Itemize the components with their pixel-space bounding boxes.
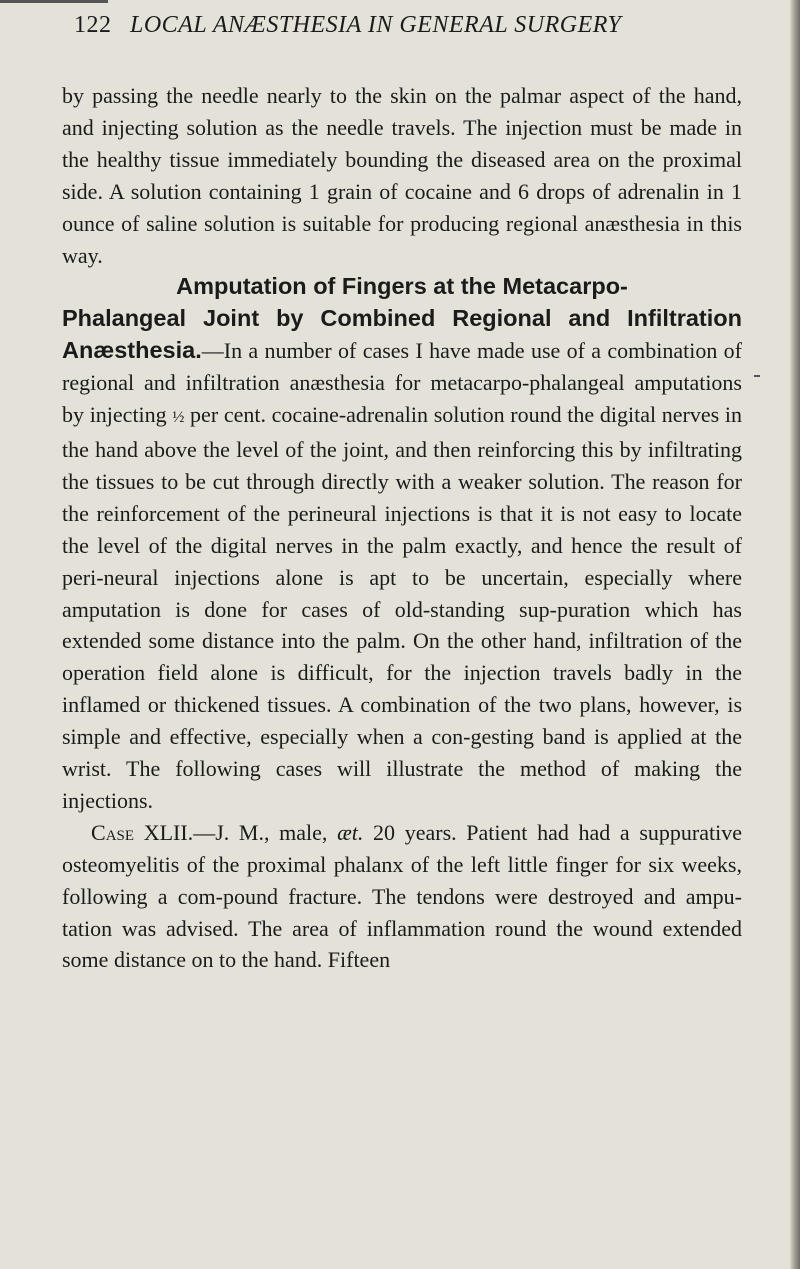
- section-text-2: per cent. cocaine-adrenalin solution round the digital nerves in the hand above the level of the joint, and then reinforcing this by infiltrating the tissues to be cut through directly with a weaker solution. The reason for the reinforcement of the perineural injections is that it is not easy to locate the level of the digital nerves in the palm exactly, and hence the result of peri-neural injections alone is apt to be uncertain, especially where amputation is done for cases of old-standing sup-puration which has extended some distance into the palm. On the other hand, infiltration of the operation field alone is difficult, for the injection travels badly in the inflamed or thickened tissues. A combination of the two plans, however, is simple and effective, especially when a con-gesting band is applied at the wrist. The following cases will illustrate the method of making the injections.: [62, 402, 742, 813]
- margin-mark: [754, 375, 760, 377]
- running-head-title: LOCAL ANÆSTHESIA IN GENERAL SURGERY: [130, 12, 622, 38]
- page-edge: [790, 0, 800, 1269]
- section-heading-line-1: Amputation of Fingers at the Metacarpo-: [176, 273, 628, 300]
- fraction-half: ½: [172, 409, 185, 427]
- case-text-2: 20 years. Patient had had a suppurative osteomyelitis of the proximal phalanx of the left little finger for six weeks, following a com-pound fracture. The tendons were destroyed and ampu-tation was advised. The area of inflammation round the wound extended some distance on to the hand. Fifteen: [62, 819, 743, 973]
- section-text-1: —In a number of cases I have made use of a combination of regional and infiltration anæsthesia for metacarpo-phalangeal amputations by injecting: [62, 338, 742, 428]
- section-paragraph: [62, 271, 742, 816]
- page-body: [62, 80, 742, 976]
- section-heading-rest: Phalangeal Joint by Combined Regional and Infiltration Anæsthesia.: [62, 305, 742, 364]
- paragraph-continued: by passing the needle nearly to the skin on the palmar aspect of the hand, and injecting solution as the needle travels. The injection must be made in the healthy tissue immediately bounding the diseased area on the proximal side. A solution containing 1 grain of cocaine and 6 drops of adrenalin in 1 ounce of saline solution is suitable for producing regional anæsthesia in this way.: [62, 83, 742, 268]
- case-aet: æt.: [337, 819, 364, 845]
- case-text-1: —J. M., male,: [193, 819, 338, 845]
- case-paragraph: [62, 817, 742, 977]
- running-header: [74, 12, 754, 39]
- header-rule: [0, 0, 108, 3]
- page-number: 122: [74, 12, 112, 38]
- case-label: Case XLII.: [91, 819, 194, 845]
